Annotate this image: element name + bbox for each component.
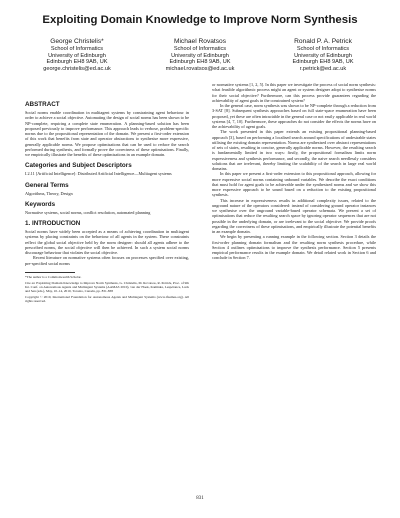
author-address: Edinburgh EH8 9AB, UK	[46, 59, 108, 66]
categories-text: I.2.11 [Artificial Intelligence]: Distributed Artificial Intelligence—Multiagent systems	[25, 171, 172, 177]
author-email: george.christelis@ed.ac.uk	[43, 66, 111, 73]
body-paragraph: or normative systems [1, 2, 5]. In this paper we investigate the process of social norm synthesis: what feasible algorithmic process might an agent or system designer adopt to synthesise norms for their social objective? Furthermore, can this process provide guarantees regarding the achievability of agent goals in the constrained system?	[212, 82, 376, 103]
author-block-3	[268, 38, 378, 73]
keywords-text: Normative systems, social norms, conflict resolution, automated planning	[25, 209, 151, 215]
author-name: Michael Rovatsos	[173, 38, 227, 45]
body-paragraph: In the general case, norm synthesis was shown to be NP-complete through a reduction from 3-SAT [8]. Subsequent synthesis approaches based on full state-space enumeration have been proposed, yet these are often intractable in the general case or not easily applicable in real world systems [4, 7, 10]. Furthermore, these approaches do not consider the effects the norms have on the achievability of agent goals.	[212, 103, 376, 129]
author-name: George Christelis*	[50, 38, 104, 45]
author-name: Ronald P. A. Petrick	[294, 38, 352, 45]
author-email: r.petrick@ed.ac.uk	[299, 66, 347, 73]
page-number: 831	[196, 496, 204, 501]
author-block-2	[145, 38, 255, 73]
footnote: *The author is a Commonwealth Scholar.	[25, 274, 82, 279]
body-paragraph: In this paper we present a first-order extension to this propositional approach, allowing for more expressive social norms containing unbound variables. We describe the exact conditions that must hold for agent goals to be achievable under the synthesised norms and we show this more expressive approach to be sound based on a reduction to the existing propositional synthesis.	[212, 171, 376, 198]
right-column	[212, 82, 376, 261]
intro-paragraph: Social norms have widely been accepted as a means of achieving coordination in multiagent systems by placing constraints on the behaviour of all agents in the system. These constraints reflect the global social objective held by the norm designer: should all agents adhere to the prescribed norms, the social objective will then be achieved. In such a system social norms discourage behaviour that violates the social objective.	[25, 229, 189, 255]
author-address: Edinburgh EH8 9AB, UK	[169, 59, 231, 66]
body-paragraph: The work presented in this paper extends an existing propositional planning-based approach [3], based on performing a localised search around specifications of undesirable states utilising the existing domain representation. Norms are synthesised over abstract representations of sets of states, resulting in concise, generally applicable norms. However, the resulting search is fundamentally limited in two ways: firstly, the propositional formalism limits norm expressiveness and synthesis performance, and secondly, the naive search needlessly considers solutions that are irrelevant, thereby limiting the scalability of the search in large real world domains.	[212, 129, 376, 171]
author-email: michael.rovatsos@ed.ac.uk	[165, 66, 235, 73]
body-paragraph: This increase in expressiveness results in additional complexity issues, related to the unground nature of the operators considered: instead of considering ground operator instances we synthesise over the unground variable-based operator schemata. We present a set of optimisations that reduce the resulting search space by ignoring operator sequences that are not possible in the underlying domain, or are irrelevant to the social objective. We provide proofs regarding the correctness of these optimisations, and empirically illustrate the potential benefits in an example domain.	[212, 197, 376, 234]
author-affiliation: School of Informatics	[173, 46, 227, 52]
paper-title: Exploiting Domain Knowledge to Improve Norm Synthesis	[42, 14, 358, 26]
general-terms-text: Algorithms, Theory, Design	[25, 190, 73, 196]
author-affiliation: School of Informatics	[50, 46, 104, 52]
general-terms-heading: General Terms	[25, 181, 69, 189]
categories-heading: Categories and Subject Descriptors	[25, 162, 132, 170]
keywords-heading: Keywords	[25, 200, 56, 208]
author-institution: University of Edinburgh	[294, 52, 352, 59]
abstract-heading: ABSTRACT	[25, 101, 60, 108]
author-institution: University of Edinburgh	[171, 52, 229, 59]
intro-paragraph: Recent literature on normative systems often focuses on processes specified over existing, pre-specified social norms	[25, 255, 189, 266]
author-block-1	[22, 38, 132, 73]
author-affiliation: School of Informatics	[296, 46, 350, 52]
author-address: Edinburgh EH8 9AB, UK	[292, 59, 354, 66]
author-institution: University of Edinburgh	[48, 52, 106, 59]
citation-box: Cite as: Exploiting Domain Knowledge to Improve Norm Synthesis, G. Christelis, M. Rovatsos, R. Petrick, Proc. of 9th Int. Conf. on Autonomous Agents and Multiagent Systems (AAMAS 2010), van der Hoek, Kaminka, Lespérance, Luck and Sen (eds.), May, 10–14, 2010, Toronto, Canada, pp. 831-838	[25, 280, 189, 294]
abstract-text: Social norms enable coordination in multiagent systems by constraining agent behaviour in order to achieve a social objective. Automating the design of social norms has been shown to be NP-complete, requiring a complete state enumeration. A planning-based solution has been proposed previously to improve performance. This approach leads to verbose, problem-specific norms due to the propositional representation of the domain. We present a first-order extension of this work that benefits from state and operator abstractions to synthesise more expressive, generally applicable norms. We propose optimisations that can be used to reduce the search performed during synthesis, and formally prove the correctness of these optimisations. Finally, we empirically illustrate the benefits of these optimisations in an example domain.	[25, 110, 189, 157]
copyright-notice: Copyright © 2010, International Foundation for Autonomous Agents and Multiagent Systems (www.ifaamas.org). All rights reserved.	[25, 294, 189, 304]
left-column	[25, 96, 189, 305]
introduction-heading: 1. INTRODUCTION	[25, 220, 81, 227]
footnote-rule	[25, 272, 75, 273]
body-paragraph: We begin by presenting a running example in the following section. Section 3 details the first-order planning domain formalism and the resulting norm synthesis procedure, while Section 4 outlines optimisations to improve the synthesis performance. Section 5 presents empirical performance results in the example domain. We detail related work in Section 6 and conclude in Section 7.	[212, 234, 376, 261]
